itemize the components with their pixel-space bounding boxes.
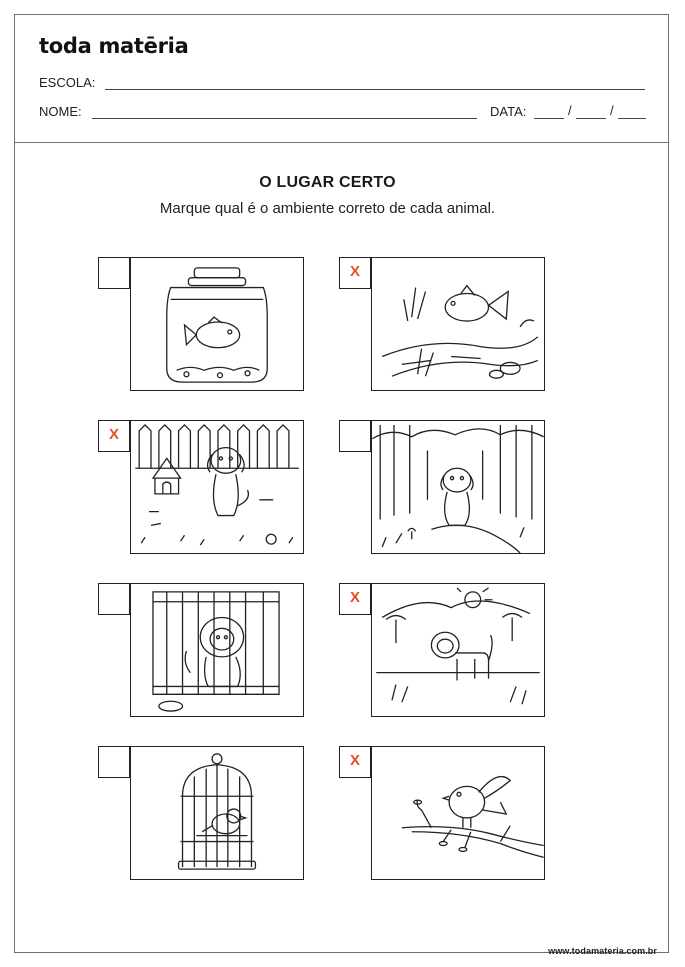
date-separator: / [610,103,614,118]
fish-in-river-illustration [372,258,544,390]
card-dog-in-yard [130,420,304,554]
date-separator: / [568,103,572,118]
footer-url[interactable]: www.todamateria.com.br [548,946,657,956]
worksheet-header [15,15,668,143]
card-bird-on-branch [371,746,545,880]
checkbox-lion-in-cage[interactable] [98,583,130,615]
card-lion-in-savanna [371,583,545,717]
bird-in-cage-illustration [131,747,303,879]
brand-logo: toda matēria [39,34,189,58]
date-month-field[interactable] [576,118,606,119]
fish-in-jar-illustration [131,258,303,390]
bird-on-branch-illustration [372,747,544,879]
school-field[interactable] [105,89,645,90]
worksheet [14,14,669,953]
worksheet-instructions: Marque qual é o ambiente correto de cada animal. [159,200,496,217]
card-fish-in-river [371,257,545,391]
checkbox-bird-on-branch[interactable]: X [339,746,371,778]
card-dog-in-forest [371,420,545,554]
school-label: ESCOLA: [39,75,96,90]
card-lion-in-cage [130,583,304,717]
dog-in-forest-illustration [372,421,544,553]
checkbox-lion-in-savanna[interactable]: X [339,583,371,615]
name-field[interactable] [92,118,477,119]
name-label: NOME: [39,104,82,119]
checkbox-fish-in-river[interactable]: X [339,257,371,289]
date-year-field[interactable] [618,118,646,119]
checkbox-dog-in-yard[interactable]: X [98,420,130,452]
date-label: DATA: [490,104,527,119]
worksheet-title: O LUGAR CERTO [259,174,396,191]
checkbox-dog-in-forest[interactable] [339,420,371,452]
date-day-field[interactable] [534,118,564,119]
lion-in-savanna-illustration [372,584,544,716]
card-fish-in-jar [130,257,304,391]
dog-in-yard-illustration [131,421,303,553]
card-bird-in-cage [130,746,304,880]
checkbox-fish-in-jar[interactable] [98,257,130,289]
checkbox-bird-in-cage[interactable] [98,746,130,778]
lion-in-cage-illustration [131,584,303,716]
